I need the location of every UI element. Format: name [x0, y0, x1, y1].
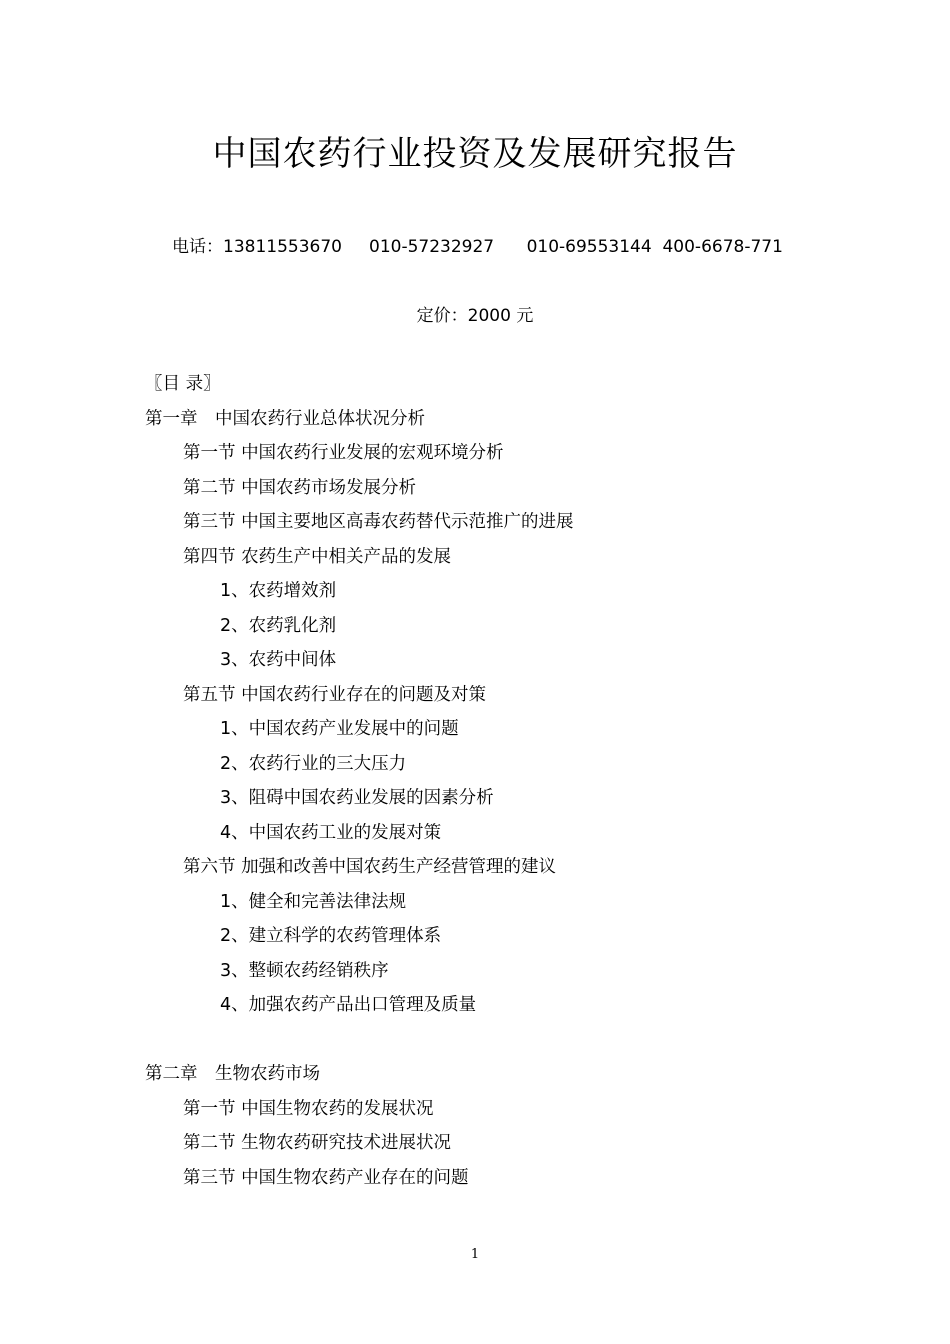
toc-section: 第一节 中国生物农药的发展状况 — [183, 1098, 434, 1119]
page-number: 1 — [470, 1247, 480, 1262]
toc-item: 3、农药中间体 — [220, 650, 337, 670]
toc-item: 4、中国农药工业的发展对策 — [220, 822, 442, 843]
table-of-contents — [0, 367, 950, 1195]
contact-line — [172, 232, 783, 257]
toc-item: 2、农药行业的三大压力 — [220, 753, 407, 774]
phone-1: 13811553670 — [223, 237, 342, 257]
phone-4: 400-6678-771 — [662, 237, 783, 257]
toc-section: 第二节 生物农药研究技术进展状况 — [183, 1133, 452, 1153]
toc-chapter: 第二章 生物农药市场 — [145, 1064, 320, 1084]
toc-section: 第三节 中国主要地区高毒农药替代示范推广的进展 — [183, 512, 574, 532]
toc-item: 1、健全和完善法律法规 — [220, 891, 407, 912]
chapter-gap — [0, 1023, 950, 1058]
toc-item: 4、加强农药产品出口管理及质量 — [220, 995, 477, 1015]
toc-section: 第二节 中国农药市场发展分析 — [183, 477, 417, 498]
toc-item: 1、中国农药产业发展中的问题 — [220, 719, 459, 739]
toc-item: 2、农药乳化剂 — [220, 615, 337, 636]
toc-chapter: 第一章 中国农药行业总体状况分析 — [145, 408, 425, 429]
toc-section: 第三节 中国生物农药产业存在的问题 — [183, 1167, 469, 1188]
toc-section: 第一节 中国农药行业发展的宏观环境分析 — [183, 443, 504, 463]
toc-heading: 〖目 录〗 — [145, 374, 221, 394]
toc-item: 3、整顿农药经销秩序 — [220, 960, 389, 981]
toc-section: 第五节 中国农药行业存在的问题及对策 — [183, 684, 487, 705]
phone-label: 电话： — [172, 237, 223, 257]
toc-item: 3、阻碍中国农药业发展的因素分析 — [220, 788, 494, 808]
phone-2: 010-57232927 — [369, 237, 495, 257]
toc-item: 1、农药增效剂 — [220, 581, 337, 601]
price: 定价：2000 元 — [416, 306, 534, 326]
toc-item: 2、建立科学的农药管理体系 — [220, 926, 442, 946]
phone-3: 010-69553144 — [526, 237, 652, 257]
toc-section: 第四节 农药生产中相关产品的发展 — [183, 546, 452, 567]
toc-section: 第六节 加强和改善中国农药生产经营管理的建议 — [183, 857, 557, 877]
report-title: 中国农药行业投资及发展研究报告 — [212, 134, 738, 174]
